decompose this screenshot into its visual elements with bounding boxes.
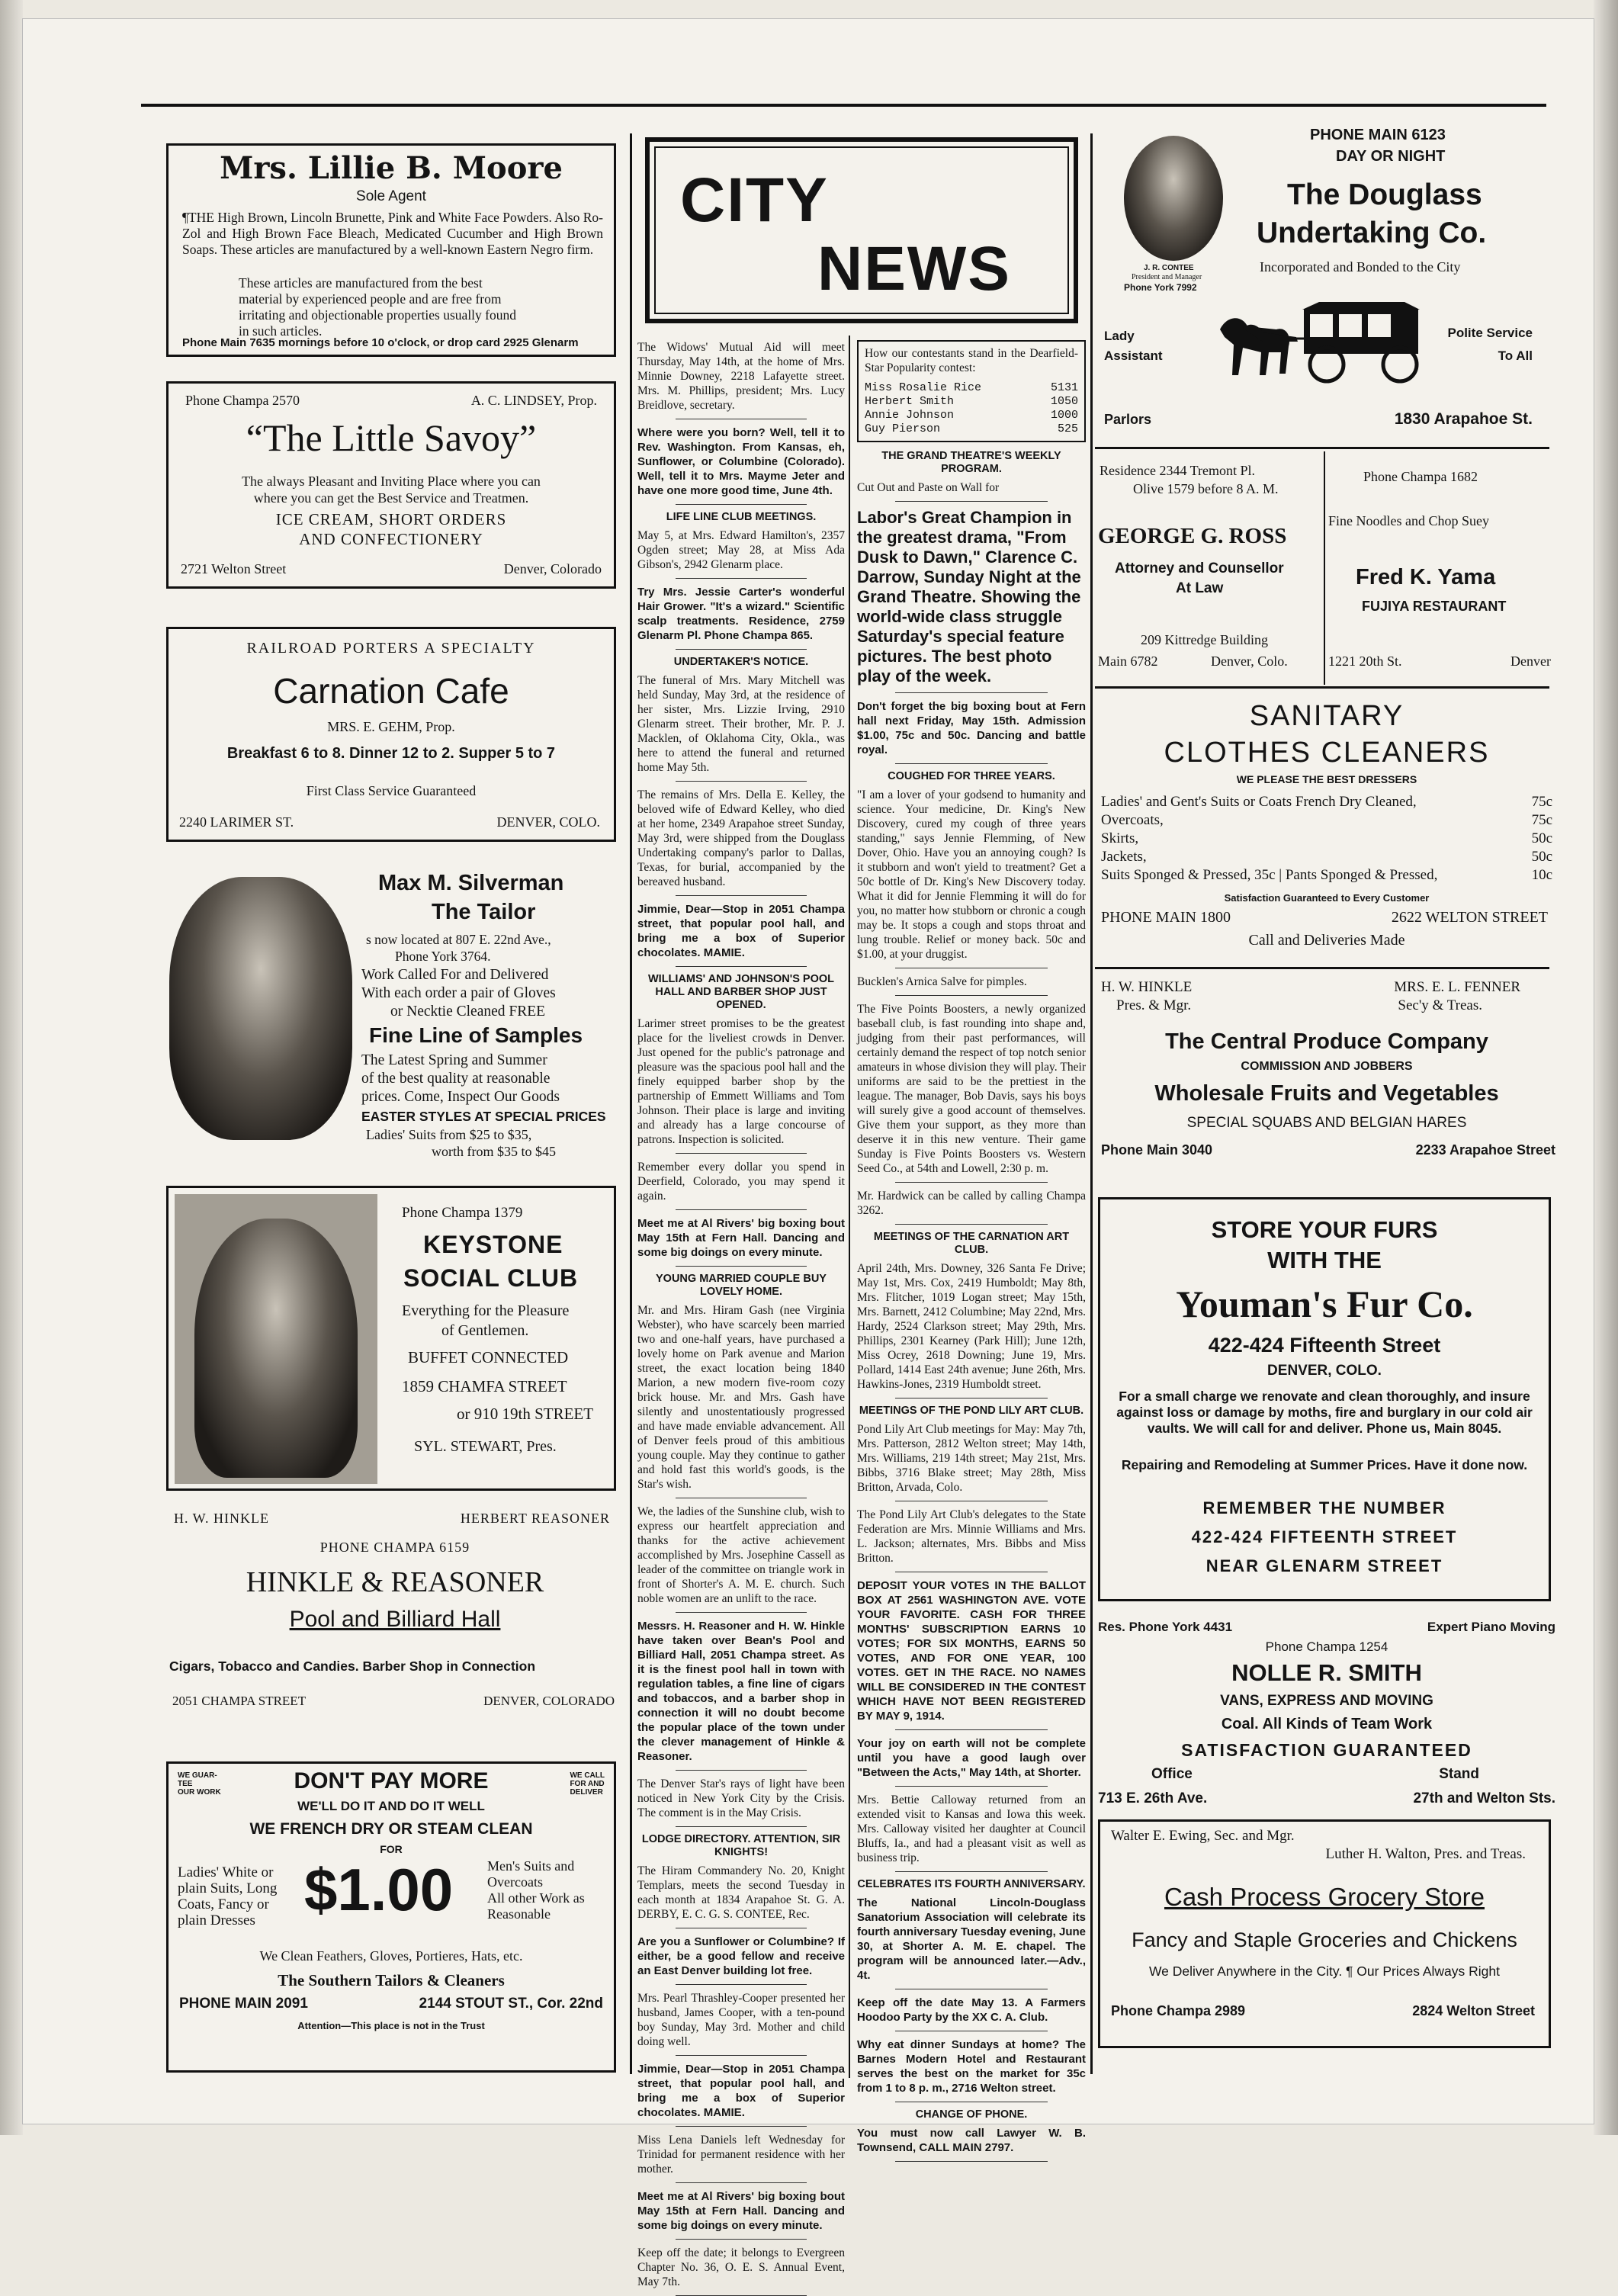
divider-left <box>630 133 632 2074</box>
silverman-l7: of the best quality at reasonable <box>361 1071 551 1087</box>
news-paragraph: Meet me at Al Rivers' big boxing bout May 15th at Fern Hall. Dancing and some big doings on every minute. <box>637 2190 845 2232</box>
news-paragraph: Keep off the date May 13. A Farmers Hoodoo Party by the XX C. A. Club. <box>857 1996 1086 2024</box>
dp-corner-right: WE CALL FOR AND DELIVER <box>570 1771 605 1797</box>
news-paragraph: The funeral of Mrs. Mary Mitchell was held Sunday, May 3rd, at the residence of her sister, Mrs. Lizzie Irving, 2910 Glenarm street. Their brother, Mr. P. J. Macklen, of Oklahoma City, Okla., was here to attend the funeral and returned home May 5th. <box>637 674 845 774</box>
keystone-phone: Phone Champa 1379 <box>402 1205 523 1221</box>
savoy-addr: 2721 Welton Street <box>181 561 287 576</box>
news-separator <box>895 995 1048 996</box>
news-paragraph: Cut Out and Paste on Wall for <box>857 481 1000 494</box>
sanitary-sat: Satisfaction Guaranteed to Every Customer <box>1224 892 1430 904</box>
news-paragraph: Miss Lena Daniels left Wednesday for Trinidad for permanent residence with her mother. <box>637 2134 845 2176</box>
news-paragraph: Pond Lily Art Club meetings for May: May 7th, Mrs. Patterson, 2812 Welton street; May 14th, Mrs. Williams, 219 14th street; May 21st, Mrs. Bibbs, 3716 Blake street; May 28th, Miss Britton, Arvada, Colo. <box>857 1423 1086 1494</box>
sanitary-price-row <box>1101 793 1552 811</box>
savoy-line3: ICE CREAM, SHORT ORDERS <box>275 510 507 528</box>
ad-nolle-smith <box>1098 1617 1555 1815</box>
produce-name: The Central Produce Company <box>1165 1029 1488 1054</box>
sanitary-h2: CLOTHES CLEANERS <box>1164 737 1490 769</box>
sanitary-price-row <box>1101 866 1552 885</box>
contestant-name: Guy Pierson <box>865 422 941 435</box>
silverman-l4: With each order a pair of Gloves <box>361 985 556 1001</box>
silverman-l8: prices. Come, Inspect Our Goods <box>361 1089 560 1105</box>
ad-little-savoy <box>166 381 616 589</box>
contestant-votes: 5131 <box>1050 381 1078 394</box>
contestant-votes: 1000 <box>1050 409 1078 422</box>
news-headline: CHANGE OF PHONE. <box>915 2108 1028 2121</box>
ad-carnation-cafe <box>166 627 616 842</box>
hr-left: H. W. HINKLE <box>174 1511 269 1526</box>
grocery-addr: 2824 Welton Street <box>1412 2003 1535 2018</box>
news-separator <box>895 692 1048 693</box>
carnation-prop: MRS. E. GEHM, Prop. <box>327 719 455 734</box>
news-paragraph: We, the ladies of the Sunshine club, wish to express our heartfelt appreciation and thanks for the active achievement accomplished by Mrs. Josephine Cassell as leader of the committee on triangle work in front of Shorter's A. M. E. church. Such noble women are an unlift to the race. <box>637 1505 845 1605</box>
sanitary-price-row <box>1101 848 1552 866</box>
news-paragraph: Meet me at Al Rivers' big boxing bout May 15th at Fern Hall. Dancing and some big doings on every minute. <box>637 1217 845 1259</box>
ad-sanitary-cleaners <box>1098 694 1555 961</box>
contee-portrait <box>1124 136 1223 261</box>
news-headline: MEETINGS OF THE CARNATION ART CLUB. <box>873 1231 1070 1256</box>
keystone-l3: BUFFET CONNECTED <box>408 1348 569 1366</box>
contest-row <box>865 409 1078 422</box>
hearse-icon <box>1212 299 1456 390</box>
news-headline: THE GRAND THEATRE'S WEEKLY PROGRAM. <box>881 450 1061 475</box>
news-paragraph: Bucklen's Arnica Salve for pimples. <box>857 975 1027 988</box>
hr-goods: Cigars, Tobacco and Candies. Barber Shop in Connection <box>169 1659 536 1674</box>
furs-city: DENVER, COLO. <box>1267 1363 1382 1379</box>
sanitary-phone: PHONE MAIN 1800 <box>1101 909 1231 926</box>
smith-phone: Phone Champa 1254 <box>1265 1639 1388 1654</box>
furs-h2: WITH THE <box>1267 1247 1382 1273</box>
news-paragraph: You must now call Lawyer W. B. Townsend, CALL MAIN 2797. <box>857 2127 1086 2154</box>
dp-h3: WE FRENCH DRY OR STEAM CLEAN <box>249 1820 533 1838</box>
dp-firm: The Southern Tailors & Cleaners <box>278 1971 505 1989</box>
furs-r3: NEAR GLENARM STREET <box>1205 1556 1443 1575</box>
grocery-del: We Deliver Anywhere in the City. ¶ Our Prices Always Right <box>1148 1964 1501 1979</box>
news-separator <box>676 2239 807 2240</box>
news-headline: WILLIAMS' AND JOHNSON'S POOL HALL AND BARBER SHOP JUST OPENED. <box>647 973 834 1011</box>
keystone-name1: KEYSTONE <box>423 1231 563 1258</box>
news-headline: LODGE DIRECTORY. ATTENTION, SIR KNIGHTS! <box>641 1833 841 1858</box>
news-separator <box>895 1871 1048 1872</box>
contestant-name: Miss Rosalie Rice <box>865 381 982 394</box>
grocery-name: Cash Process Grocery Store <box>1164 1883 1485 1911</box>
news-separator <box>676 1984 807 1985</box>
service-item: Jackets, <box>1101 849 1147 865</box>
keystone-l5: or 910 19th STREET <box>457 1405 594 1423</box>
news-paragraph: The Five Points Boosters, a newly organized baseball club, is fast rounding into shape and, judging from their past performances, will certainly demand the respect of top notch senior amateurs in whose division they will play. Their uniforms are said to be the prettiest in the league. The manager, Bob Davis, says his boys will surely give a good account of themselves. Give them your support, as they more than deserve it in this new venture. Their game Sunday is Five Points Boosters vs. Western Seed Co., at 54th and Lowell, 2:30 p. m. <box>857 1003 1086 1175</box>
news-separator <box>895 763 1048 764</box>
smith-name: NOLLE R. SMITH <box>1231 1659 1422 1686</box>
carnation-service: First Class Service Guaranteed <box>306 783 477 798</box>
yama-phone: Phone Champa 1682 <box>1363 469 1478 484</box>
news-separator <box>676 1826 807 1827</box>
ross-t2: At Law <box>1176 580 1224 596</box>
douglass-phone1: PHONE MAIN 6123 <box>1310 127 1446 143</box>
smith-res: Res. Phone York 4431 <box>1098 1620 1233 1634</box>
grocery-sub: Fancy and Staple Groceries and Chickens <box>1132 1928 1517 1951</box>
service-price: 75c <box>1531 812 1552 828</box>
moore-name: Mrs. Lillie B. Moore <box>220 150 563 186</box>
news-paragraph: Mr. and Mrs. Hiram Gash (nee Virginia Webster), who have scarcely been married two and one-half years, have purchased a lovely home on Park avenue and Marion street, the exact location being 1840 Marion, a new modern five-room cozy brick house. Mr. and Mrs. Gash have silently and unostentatiously progressed and have made enviable advancement. All of Denver feels proud of this ambitious young couple. May they continue to gather and hold fast this world's goods, is the Star's wish. <box>637 1304 845 1491</box>
news-separator <box>676 2182 807 2183</box>
news-paragraph: DEPOSIT YOUR VOTES IN THE BALLOT BOX AT 2561 WASHINGTON AVE. VOTE YOUR FAVORITE. CASH FOR THREE MONTHS' SUBSCRIPTION EARNS 10 VOTES; FOR SIX MONTHS, EARNS 50 VOTES, AND FOR ONE YEAR, 100 VOTES. GET IN THE RACE. NO NAMES WILL BE CONSIDERED IN THE CONTEST WHICH HAVE NOT BEEN REGISTERED BY MAY 9, 1914. <box>857 1579 1086 1723</box>
furs-r2: 422-424 FIFTEENTH STREET <box>1191 1527 1458 1546</box>
grocery-phone: Phone Champa 2989 <box>1111 2003 1246 2018</box>
savoy-line2: where you can get the Best Service and Treatmen. <box>253 490 529 506</box>
city-news-city: CITY <box>680 165 829 235</box>
dp-h1: DON'T PAY MORE <box>294 1768 489 1793</box>
keystone-l2: of Gentlemen. <box>441 1322 529 1339</box>
smith-coal: Coal. All Kinds of Team Work <box>1221 1716 1433 1732</box>
silverman-l1: s now located at 807 E. 22nd Ave., <box>366 932 551 947</box>
news-separator <box>676 649 807 650</box>
news-paragraph: Mr. Hardwick can be called by calling Champa 3262. <box>857 1190 1086 1217</box>
contest-row <box>865 381 1078 395</box>
dp-for: FOR <box>380 1843 403 1855</box>
news-paragraph: Keep off the date; it belongs to Evergreen Chapter No. 36, O. E. S. Annual Event, May 7th. <box>637 2246 845 2288</box>
smith-sat: SATISFACTION GUARANTEED <box>1181 1740 1472 1760</box>
ad-moore <box>166 143 616 357</box>
smith-sub: VANS, EXPRESS AND MOVING <box>1220 1693 1433 1709</box>
savoy-city: Denver, Colorado <box>503 561 602 576</box>
grocery-l1: Walter E. Ewing, Sec. and Mgr. <box>1111 1828 1295 1844</box>
ross-bldg: 209 Kittredge Building <box>1141 632 1268 647</box>
keystone-l4: 1859 CHAMFA STREET <box>402 1377 567 1395</box>
news-paragraph: The Widows' Mutual Aid will meet Thursday, May 14th, at the home of Mrs. Minnie Downey, 2218 Lafayette street. Mrs. M. Phillips, president; Mrs. Lucy Breidlove, secretary. <box>637 341 845 412</box>
grocery-l2: Luther H. Walton, Pres. and Treas. <box>1325 1846 1526 1862</box>
produce-right2: Sec'y & Treas. <box>1398 997 1482 1013</box>
contest-rows <box>865 381 1078 436</box>
dp-left: Ladies' White or plain Suits, Long Coats, Fancy or plain Dresses <box>178 1864 278 1928</box>
ad-hinkle-reasoner <box>166 1506 624 1750</box>
news-separator <box>895 501 1048 502</box>
news-separator <box>676 578 807 579</box>
hr-phone: PHONE CHAMPA 6159 <box>319 1540 470 1555</box>
ad-central-produce <box>1098 973 1555 1171</box>
hr-sub: Pool and Billiard Hall <box>289 1607 501 1632</box>
smith-piano: Expert Piano Moving <box>1427 1620 1555 1634</box>
city-news-news: NEWS <box>817 234 1011 303</box>
dp-h2: WE'LL DO IT AND DO IT WELL <box>297 1799 485 1813</box>
page-edge-left <box>0 0 23 2135</box>
hr-city: DENVER, COLORADO <box>483 1694 615 1708</box>
news-paragraph: Why eat dinner Sundays at home? The Barnes Modern Hotel and Restaurant serves the best on the market for 35c from 1 to 8 p. m., 2716 Welton street. <box>857 2038 1086 2095</box>
news-headline: CELEBRATES ITS FOURTH ANNIVERSARY. <box>857 1878 1086 1890</box>
hr-right: HERBERT REASONER <box>460 1511 610 1526</box>
carnation-meals: Breakfast 6 to 8. Dinner 12 to 2. Supper 5 to 7 <box>226 745 556 762</box>
service-item: Suits Sponged & Pressed, 35c | Pants Sponged & Pressed, <box>1101 867 1438 883</box>
contee-caption-2: President and Manager <box>1132 273 1202 281</box>
news-paragraph: Remember every dollar you spend in Deerfield, Colorado, you may spend it again. <box>637 1161 845 1203</box>
furs-r1: REMEMBER THE NUMBER <box>1202 1498 1446 1517</box>
dp-also: We Clean Feathers, Gloves, Portieres, Hats, etc. <box>259 1948 523 1964</box>
service-item: Skirts, <box>1101 830 1139 846</box>
smith-oaddr: 713 E. 26th Ave. <box>1098 1790 1208 1806</box>
savoy-line4: AND CONFECTIONERY <box>299 530 483 548</box>
silverman-portrait <box>169 877 352 1140</box>
sanitary-addr: 2622 WELTON STREET <box>1391 909 1548 926</box>
douglass-inc: Incorporated and Bonded to the City <box>1260 259 1461 275</box>
news-feature-paragraph: Labor's Great Champion in the greatest drama, "From Dusk to Dawn," Clarence C. Darrow, Sunday Night at the Grand Theatre. Showing the world-wide class struggle Saturday's special feature pictures. The best photo play of the week. <box>857 508 1081 686</box>
silverman-l9: EASTER STYLES AT SPECIAL PRICES <box>361 1109 606 1124</box>
service-price: 10c <box>1531 867 1552 883</box>
carnation-top: RAILROAD PORTERS A SPECIALTY <box>246 640 536 657</box>
ross-olive: Olive 1579 before 8 A. M. <box>1133 481 1279 496</box>
rule-under-douglass <box>1095 447 1549 449</box>
contestant-name: Herbert Smith <box>865 395 955 408</box>
news-separator <box>895 2161 1048 2162</box>
keystone-portrait <box>194 1219 358 1478</box>
news-paragraph: Jimmie, Dear—Stop in 2051 Champa street, that popular pool hall, and bring me a box of Superior chocolates. MAMIE. <box>637 2063 845 2119</box>
news-paragraph: The remains of Mrs. Della E. Kelley, the beloved wife of Edward Kelley, who died at her home, 2349 Arapahoe street Sunday, May 3rd, were shipped from the Douglass Undertaking company's parlor to Dallas, Texas, for burial, accompanied by the bereaved husband. <box>637 788 845 888</box>
news-paragraph: Where were you born? Well, tell it to Rev. Washington. From Kansas, eh, Sunflower, or Columbine (Colorado). Well, tell it to Mrs. Mayme Jeter and have one more good time, June 4th. <box>637 426 845 497</box>
dp-phone: PHONE MAIN 2091 <box>179 1996 308 2012</box>
yama-line: Fine Noodles and Chop Suey <box>1328 513 1489 528</box>
silverman-l10: Ladies' Suits from $25 to $35, <box>366 1127 532 1142</box>
produce-phone: Phone Main 3040 <box>1101 1142 1213 1158</box>
sanitary-sub: WE PLEASE THE BEST DRESSERS <box>1236 773 1417 785</box>
ad-silverman <box>166 869 624 1159</box>
service-price: 75c <box>1531 794 1552 810</box>
douglass-phone2: DAY OR NIGHT <box>1336 148 1446 165</box>
savoy-name: “The Little Savoy” <box>246 416 537 459</box>
sanitary-price-row <box>1101 811 1552 830</box>
hr-name: HINKLE & REASONER <box>246 1566 544 1598</box>
news-headline: COUGHED FOR THREE YEARS. <box>888 770 1055 782</box>
news-separator <box>676 2126 807 2127</box>
silverman-title: The Tailor <box>432 900 536 924</box>
contee-caption-3: Phone York 7992 <box>1124 282 1197 293</box>
yama-rest: FUJIYA RESTAURANT <box>1362 599 1507 614</box>
news-paragraph: The Denver Star's rays of light have been noticed in New York City by the Crisis. The comment is in the May Crisis. <box>637 1777 845 1819</box>
news-separator <box>676 895 807 896</box>
news-separator <box>676 1770 807 1771</box>
ross-main: Main 6782 <box>1098 653 1158 669</box>
ad-dont-pay-more <box>166 1761 616 2073</box>
news-separator <box>676 966 807 967</box>
news-paragraph: The National Lincoln-Douglass Sanatorium Association will celebrate its fourth anniversary Tuesday evening, June 30, at Shorter A. M. E. chapel. The program will be announced later.—Adv., 4t. <box>857 1896 1086 1982</box>
contestant-votes: 525 <box>1057 422 1078 435</box>
news-column-b-items <box>857 450 1086 2162</box>
city-news-banner <box>645 137 1078 323</box>
douglass-parlors: Parlors <box>1104 412 1152 427</box>
savoy-prop: A. C. LINDSEY, Prop. <box>470 393 597 408</box>
silverman-samples: Fine Line of Samples <box>369 1023 583 1047</box>
news-headline: MEETINGS OF THE POND LILY ART CLUB. <box>859 1405 1084 1417</box>
moore-phone: Phone Main 7635 mornings before 10 o'clock, or drop card 2925 Glenarm <box>182 336 579 349</box>
news-paragraph: Larimer street promises to be the greatest place for the liveliest crowds in Denver. Just opened for the public's patronage and pleasure was the spacious pool hall and the finely equipped barber shop by the partnership of Emmett Williams and Tom Johnson. Their place is large and inviting and already has a large concourse of patrons. Inspection is solicited. <box>637 1017 845 1146</box>
news-separator <box>895 1182 1048 1183</box>
dp-price: $1.00 <box>304 1856 454 1923</box>
contee-caption-1: J. R. CONTEE <box>1144 264 1194 272</box>
produce-sub: COMMISSION AND JOBBERS <box>1241 1060 1413 1073</box>
contest-row <box>865 422 1078 436</box>
contestant-name: Annie Johnson <box>865 409 955 422</box>
news-separator <box>895 1786 1048 1787</box>
silverman-l6: The Latest Spring and Summer <box>361 1052 547 1068</box>
produce-sq: SPECIAL SQUABS AND BELGIAN HARES <box>1186 1115 1467 1131</box>
contest-row <box>865 395 1078 409</box>
news-paragraph: Mrs. Bettie Calloway returned from an extended visit to Kansas and Iowa this week. Mrs. Calloway visited her daughter at Council Bluffs, Ia., and had a pleasant visit as well as business trip. <box>857 1793 1086 1864</box>
ross-city: Denver, Colo. <box>1211 653 1288 669</box>
keystone-l1: Everything for the Pleasure <box>402 1302 570 1319</box>
produce-left1: H. W. HINKLE <box>1101 979 1193 995</box>
savoy-line1: The always Pleasant and Inviting Place where you can <box>242 474 541 489</box>
ad-cash-process-grocery <box>1098 1819 1551 2048</box>
furs-body: For a small charge we renovate and clean thoroughly, and insure against loss or damage by moths, fire and burglary in our cold air vaults. We will call for and deliver. Phone us, Main 8045. <box>1116 1389 1533 1436</box>
yama-name: Fred K. Yama <box>1356 565 1496 589</box>
sanitary-h1: SANITARY <box>1249 700 1405 732</box>
dp-note: Attention—This place is not in the Trust <box>297 2020 485 2031</box>
ross-t1: Attorney and Counsellor <box>1115 560 1284 576</box>
dp-corner-left: WE GUAR- TEE OUR WORK <box>178 1771 221 1797</box>
news-paragraph: Your joy on earth will not be complete until you have a good laugh over "Between the Acts," May 14th, at Shorter. <box>857 1737 1086 1779</box>
divider-right <box>1090 133 1093 2074</box>
douglass-polite: Polite Service To All <box>1447 326 1533 363</box>
contest-box <box>857 340 1086 442</box>
news-separator <box>676 1153 807 1154</box>
smith-office: Office <box>1151 1766 1193 1782</box>
news-paragraph: Mrs. Pearl Thrashley-Cooper presented her husband, James Cooper, with a ten-pound boy Sunday, May 3rd. Mother and child doing well. <box>637 1992 845 2048</box>
service-item: Ladies' and Gent's Suits or Coats French Dry Cleaned, <box>1101 794 1417 810</box>
ad-douglass-undertaking <box>1098 122 1555 442</box>
ad-keystone-social-club <box>166 1186 616 1491</box>
rule-under-sanitary <box>1095 967 1549 969</box>
furs-name: Youman's Fur Co. <box>1176 1283 1473 1325</box>
news-separator <box>676 1266 807 1267</box>
news-headline: LIFE LINE CLUB MEETINGS. <box>666 511 817 523</box>
news-paragraph: Are you a Sunflower or Columbine? If either, be a good fellow and receive an East Denver building lot free. <box>637 1935 845 1977</box>
moore-body1: ¶THE High Brown, Lincoln Brunette, Pink and White Face Powders. Also Ro-Zol and High Brown Face Bleach, Medicated Cucumber and High Brown Soaps. These articles are manufactured by a well-known Eastern Negro firm. <box>182 210 603 257</box>
page-edge-right <box>1594 0 1618 2135</box>
carnation-name: Carnation Cafe <box>273 671 509 711</box>
dp-right: Men's Suits and Overcoats All other Work as Reasonable <box>487 1858 585 1922</box>
service-item: Overcoats, <box>1101 812 1164 828</box>
silverman-l2: Phone York 3764. <box>395 949 491 964</box>
produce-left2: Pres. & Mgr. <box>1116 997 1192 1013</box>
news-paragraph: May 5, at Mrs. Edward Hamilton's, 2357 Ogden street; May 28, at Miss Ada Gibson's, 2942 Glenarm place. <box>637 529 845 571</box>
moore-sub: Sole Agent <box>356 188 426 204</box>
produce-fruit: Wholesale Fruits and Vegetables <box>1154 1081 1499 1106</box>
news-headline: UNDERTAKER'S NOTICE. <box>673 656 809 668</box>
dp-addr: 2144 STOUT ST., Cor. 22nd <box>419 1996 603 2012</box>
produce-right1: MRS. E. L. FENNER <box>1394 979 1520 995</box>
sanitary-price-list <box>1101 793 1552 885</box>
news-paragraph: Jimmie, Dear—Stop in 2051 Champa street, that popular pool hall, and bring me a box of Superior chocolates. MAMIE. <box>637 903 845 959</box>
silverman-l11: worth from $35 to $45 <box>432 1144 556 1159</box>
douglass-lady: Lady Assistant <box>1104 329 1163 363</box>
keystone-name2: SOCIAL CLUB <box>403 1264 579 1292</box>
contestant-votes: 1050 <box>1050 395 1078 408</box>
news-separator <box>895 1224 1048 1225</box>
carnation-addr: 2240 LARIMER ST. <box>179 814 294 830</box>
furs-repair: Repairing and Remodeling at Summer Prices. Have it done now. <box>1121 1457 1528 1472</box>
ad-george-ross <box>1098 454 1322 682</box>
furs-h1: STORE YOUR FURS <box>1211 1216 1438 1243</box>
ad-fred-yama <box>1328 454 1554 682</box>
savoy-phone: Phone Champa 2570 <box>185 393 300 408</box>
moore-body2: These articles are manufactured from the best material by experienced people and are free from irritating and objectionable properties usually found in such articles. <box>239 275 516 339</box>
rule-under-ross <box>1095 686 1549 689</box>
ad-youmans-fur <box>1098 1197 1551 1601</box>
news-separator <box>676 1209 807 1210</box>
produce-addr: 2233 Arapahoe Street <box>1415 1142 1555 1158</box>
silverman-l3: Work Called For and Delivered <box>361 967 549 983</box>
smith-saddr: 27th and Welton Sts. <box>1413 1790 1555 1806</box>
news-paragraph: April 24th, Mrs. Downey, 326 Santa Fe Drive; May 1st, Mrs. Cox, 2419 Humboldt; May 8th, Mrs. Flitcher, 1019 Logan street; May 15th, Mrs. Barnett, 2412 Columbine; May 22nd, Mrs. Hardy, 2524 Clarkson street; May 29th, Mrs. Phillips, 2301 Kearney (Park Hill); June 12th, Miss Ocrey, 2618 Downing; June 19, Mrs. Pollard, 1414 East 24th avenue; June 26th, Mrs. Hawkins-Jones, 2319 Humboldt street. <box>857 1262 1086 1391</box>
sanitary-price-row <box>1101 830 1552 848</box>
hr-addr: 2051 CHAMPA STREET <box>172 1694 307 1708</box>
news-headline: YOUNG MARRIED COUPLE BUY LOVELY HOME. <box>656 1273 827 1298</box>
news-column-b <box>857 340 1086 2154</box>
contest-intro: How our contestants stand in the Dearfield-Star Popularity contest: <box>865 347 1078 374</box>
divider-middle <box>849 336 850 2078</box>
news-paragraph: "I am a lover of your godsend to humanity and science. Your medicine, Dr. King's New Discovery, cured my cough of three years standing," says Jennie Flemming, of New Dover, Ohio. Have you an annoying cough? Is it stubborn and won't yield to treatment? Get a 50c bottle of Dr. King's New Discovery today. What it did for Jennie Flemming it will do for you, no matter how stubborn or chronic a cough may be. It stops a cough and stops throat and lung trouble. Relief or money back. 50c and $1.00, at your druggist. <box>857 788 1086 961</box>
service-price: 50c <box>1531 830 1552 846</box>
news-separator <box>676 1612 807 1613</box>
news-separator <box>676 2055 807 2056</box>
news-paragraph: Messrs. H. Reasoner and H. W. Hinkle have taken over Bean's Pool and Billiard Hall, 2051 Champa street. As it is the finest pool hall in town with regulation tables, a fine line of cigars and tobaccos, and a barber shop in connection it will no doubt become the popular place of the town under the clever management of Hinkle & Reasoner. <box>637 1620 845 1763</box>
news-paragraph: The Pond Lily Art Club's delegates to the State Federation are Mrs. Minnie Williams and Mrs. L. Jackson; alternates, Mrs. Bibbs and Miss Britton. <box>857 1508 1086 1565</box>
yama-city: Denver <box>1510 653 1551 669</box>
news-paragraph: Try Mrs. Jessie Carter's wonderful Hair Grower. "It's a wizard." Scientific scalp treatments. Residence, 2759 Glenarm Pl. Phone Champa 865. <box>637 586 845 642</box>
douglass-addr: 1830 Arapahoe St. <box>1394 410 1533 428</box>
smith-stand: Stand <box>1439 1766 1479 1782</box>
news-paragraph: The Hiram Commandery No. 20, Knight Templars, meets the second Tuesday in each month at 1834 Arapahoe St. G. A. DERBY, E. C. G. S. CONTEE, Rec. <box>637 1864 845 1921</box>
top-rule <box>141 104 1546 107</box>
news-separator <box>676 504 807 505</box>
ross-yama-divider <box>1324 451 1325 685</box>
news-separator <box>895 1729 1048 1730</box>
sanitary-call: Call and Deliveries Made <box>1248 932 1405 949</box>
carnation-city: DENVER, COLO. <box>496 814 600 830</box>
ross-res: Residence 2344 Tremont Pl. <box>1100 463 1256 478</box>
furs-addr: 422-424 Fifteenth Street <box>1208 1334 1441 1357</box>
ross-name: GEORGE G. ROSS <box>1098 524 1287 548</box>
news-paragraph: Don't forget the big boxing bout at Fern hall next Friday, May 15th. Admission $1.00, 75c and 50c. Dancing and battle royal. <box>857 700 1086 756</box>
silverman-l5: or Necktie Cleaned FREE <box>390 1003 546 1020</box>
service-price: 50c <box>1531 849 1552 865</box>
yama-addr: 1221 20th St. <box>1328 653 1402 669</box>
douglass-name2: Undertaking Co. <box>1257 217 1487 249</box>
douglass-name1: The Douglass <box>1287 178 1482 211</box>
keystone-pres: SYL. STEWART, Pres. <box>414 1438 557 1455</box>
news-column-a <box>637 340 845 2288</box>
silverman-name: Max M. Silverman <box>378 871 564 895</box>
news-separator <box>676 781 807 782</box>
